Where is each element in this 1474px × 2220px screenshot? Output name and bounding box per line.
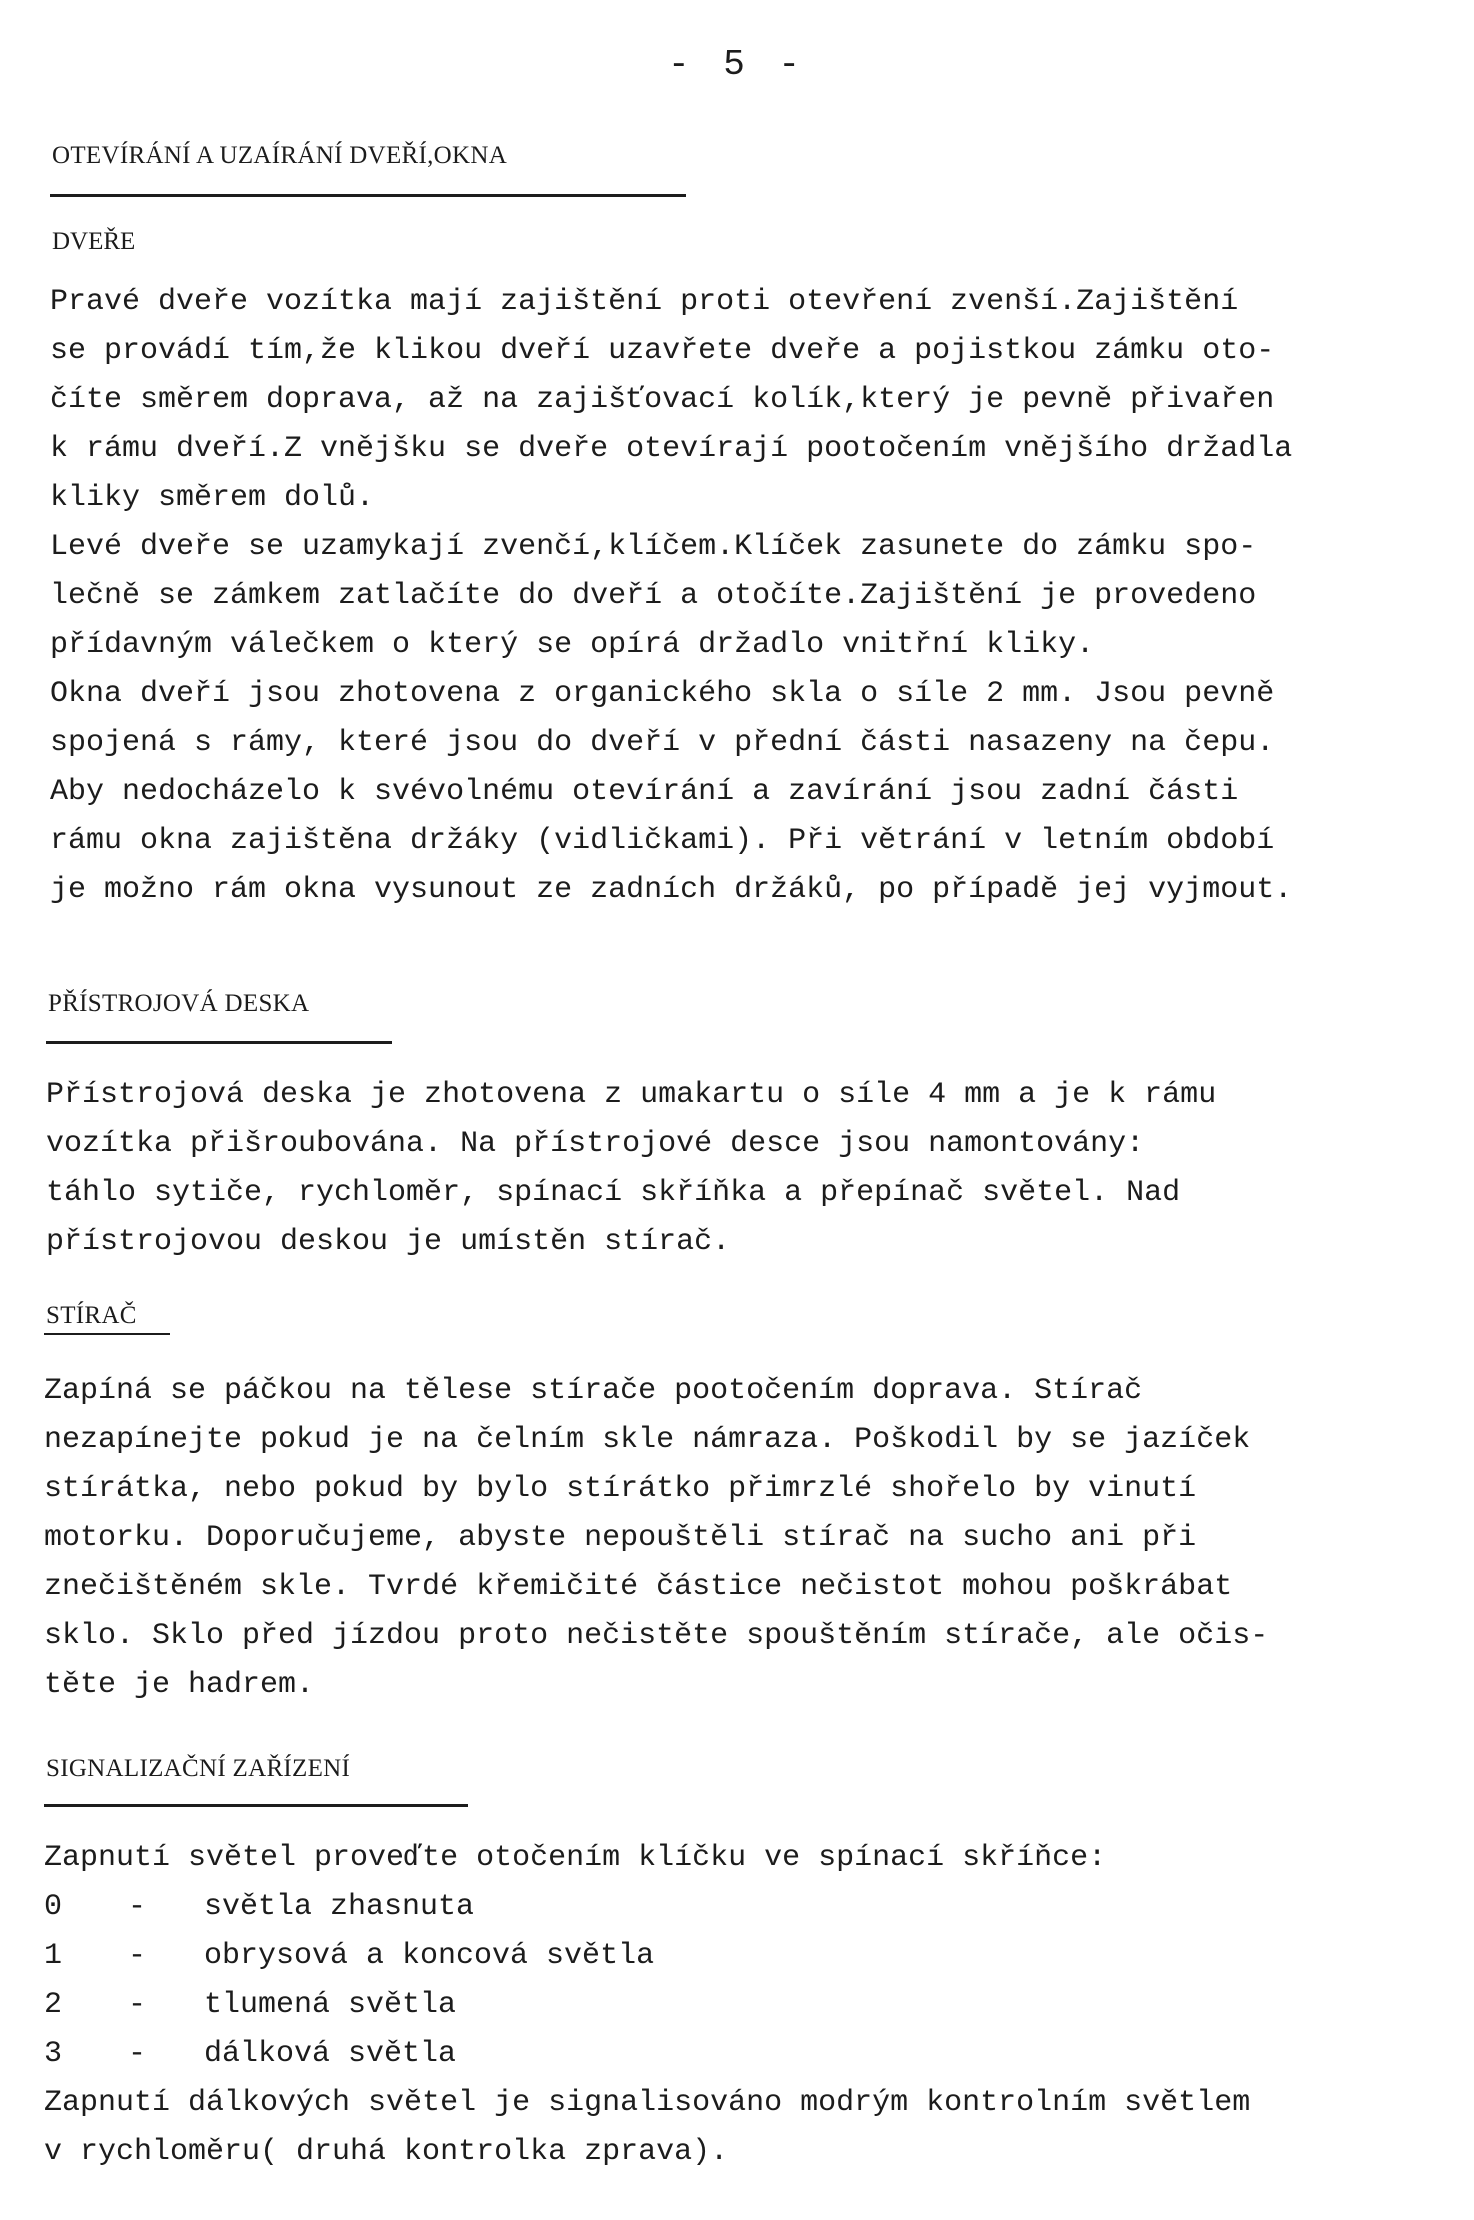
text-line: spojená s rámy, které jsou do dveří v přední části nasazeny na čepu. [50, 726, 1275, 760]
text-line: táhlo sytiče, rychloměr, spínací skříňka a přepínač světel. Nad [46, 1176, 1181, 1210]
text-line: stírátka, nebo pokud by bylo stírátko přimrzlé shořelo by vinutí [44, 1472, 1197, 1506]
text-line: rámu okna zajištěna držáky (vidličkami). Při větrání v letním období [50, 824, 1275, 858]
text-line: Přístrojová deska je zhotovena z umakartu o síle 4 mm a je k rámu [46, 1078, 1217, 1112]
dash: - [128, 1890, 147, 1924]
section-heading-wiper: STÍRAČ [46, 1302, 137, 1329]
heading-underline [44, 1333, 170, 1335]
text-line: Okna dveří jsou zhotovena z organického skla o síle 2 mm. Jsou pevně [50, 677, 1275, 711]
text-line: kliky směrem dolů. [50, 481, 375, 515]
text-line: přídavným válečkem o který se opírá držadlo vnitřní kliky. [50, 628, 1095, 662]
dash: - [128, 1988, 147, 2022]
list-item [44, 2030, 1044, 2079]
text-line: sklo. Sklo před jízdou proto nečistěte spouštěním stírače, ale očis- [44, 1619, 1269, 1653]
heading-underline [46, 1041, 392, 1044]
text-line: číte směrem doprava, až na zajišťovací kolík,který je pevně přivařen [50, 383, 1275, 417]
paragraph-wiper [44, 1367, 1444, 1710]
section-heading-dashboard: PŘÍSTROJOVÁ DESKA [48, 990, 310, 1017]
text-line: Aby nedocházelo k svévolnému otevírání a zavírání jsou zadní části [50, 775, 1239, 809]
page-number: - 5 - [667, 44, 807, 85]
text-line: vozítka přišroubována. Na přístrojové desce jsou namontovány: [46, 1127, 1145, 1161]
paragraph-signaling-outro [44, 2079, 1444, 2177]
paragraph-signaling-intro [44, 1834, 1444, 1883]
position-text: světla zhasnuta [204, 1890, 475, 1924]
text-line: těte je hadrem. [44, 1668, 315, 1702]
text-line: v rychloměru( druhá kontrolka zprava). [44, 2135, 729, 2169]
switch-position-list [44, 1883, 1044, 2079]
position-number: 3 [44, 2037, 63, 2071]
text-line: je možno rám okna vysunout ze zadních držáků, po případě jej vyjmout. [50, 873, 1293, 907]
position-number: 0 [44, 1890, 63, 1924]
position-text: dálková světla [204, 2037, 457, 2071]
paragraph-doors [50, 278, 1450, 915]
dash: - [128, 1939, 147, 1973]
section-heading-signaling: SIGNALIZAČNÍ ZAŘÍZENÍ [46, 1755, 351, 1782]
text-line: Pravé dveře vozítka mají zajištění proti otevření zvenší.Zajištění [50, 285, 1239, 319]
text-line: Zapnutí dálkových světel je signalisováno modrým kontrolním světlem [44, 2086, 1251, 2120]
text-line: Levé dveře se uzamykají zvenčí,klíčem.Klíček zasunete do zámku spo- [50, 530, 1257, 564]
text-line: znečištěném skle. Tvrdé křemičité částice nečistot mohou poškrábat [44, 1570, 1233, 1604]
dash: - [128, 2037, 147, 2071]
text-line: Zapíná se páčkou na tělese stírače pootočením doprava. Stírač [44, 1374, 1143, 1408]
text-line: Zapnutí světel proveďte otočením klíčku ve spínací skříňce: [44, 1841, 1107, 1875]
heading-underline [44, 1804, 468, 1807]
list-item [44, 1981, 1044, 2030]
position-text: obrysová a koncová světla [204, 1939, 655, 1973]
text-line: nezapínejte pokud je na čelním skle námraza. Poškodil by se jazíček [44, 1423, 1251, 1457]
position-text: tlumená světla [204, 1988, 457, 2022]
paragraph-dashboard [46, 1071, 1446, 1267]
text-line: motorku. Doporučujeme, abyste nepouštěli stírač na sucho ani při [44, 1521, 1197, 1555]
subheading-doors: DVEŘE [52, 228, 136, 255]
position-number: 1 [44, 1939, 63, 1973]
section-heading-doors: OTEVÍRÁNÍ A UZAÍRÁNÍ DVEŘÍ,OKNA [52, 142, 508, 169]
text-line: lečně se zámkem zatlačíte do dveří a otočíte.Zajištění je provedeno [50, 579, 1257, 613]
position-number: 2 [44, 1988, 63, 2022]
text-line: k rámu dveří.Z vnějšku se dveře otevírají pootočením vnějšího držadla [50, 432, 1293, 466]
text-line: se provádí tím,že klikou dveří uzavřete dveře a pojistkou zámku oto- [50, 334, 1275, 368]
heading-underline [50, 194, 686, 197]
list-item [44, 1883, 1044, 1932]
list-item [44, 1932, 1044, 1981]
text-line: přístrojovou deskou je umístěn stírač. [46, 1225, 731, 1259]
